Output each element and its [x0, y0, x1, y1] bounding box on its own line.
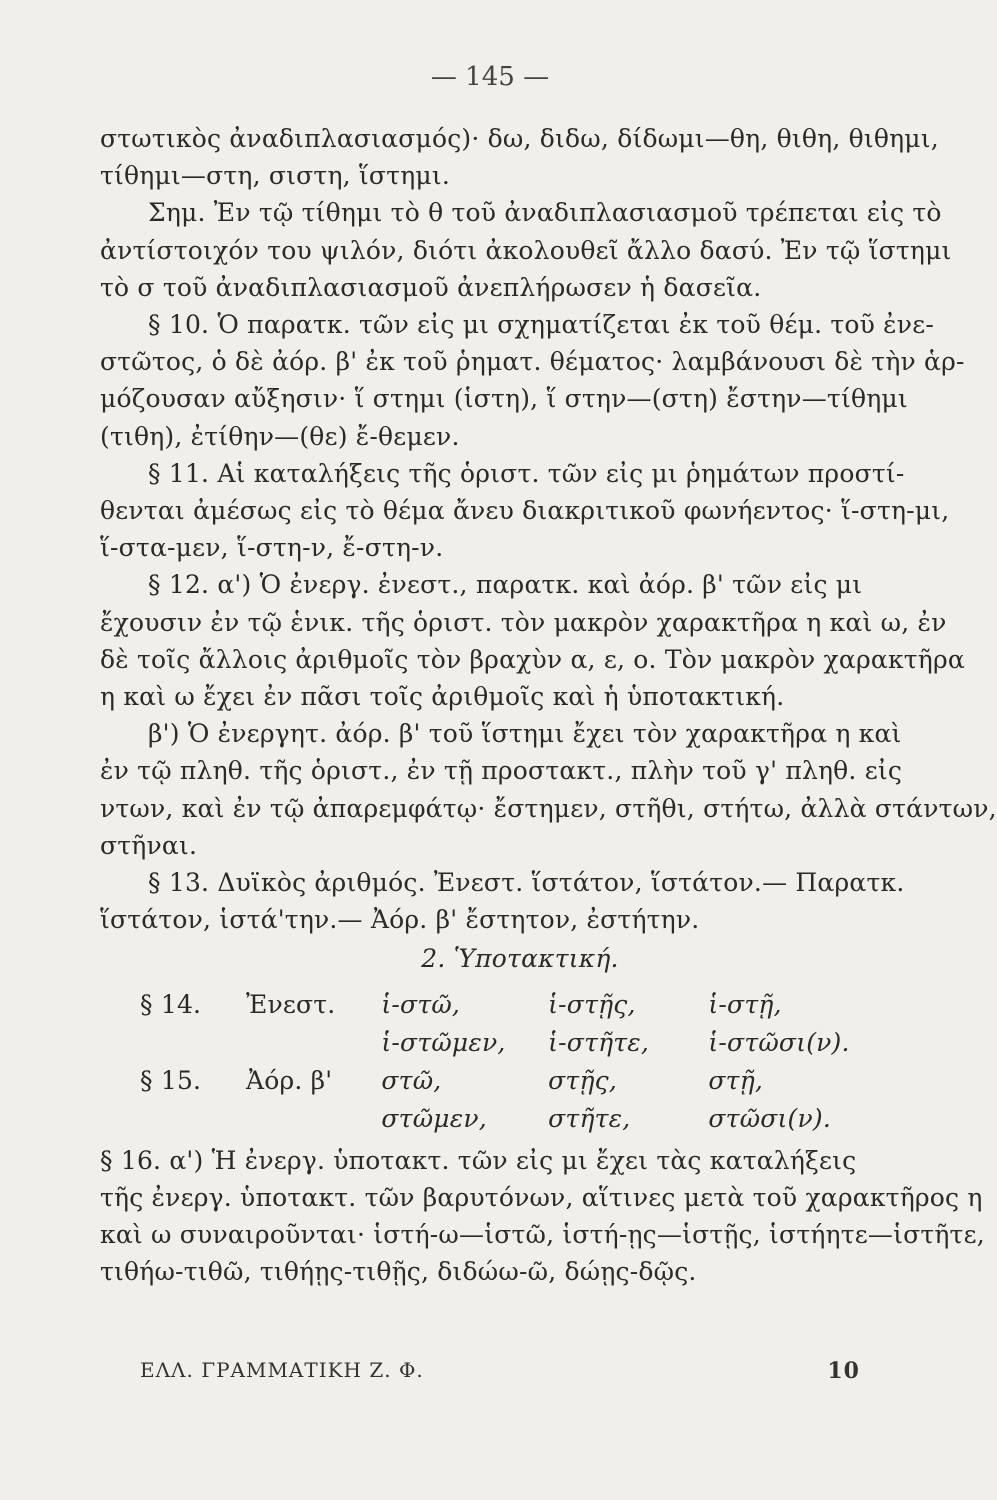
subheading: 2. Ὑποτακτική. — [421, 944, 619, 974]
verb-form: στῶσι(ν). — [708, 1103, 832, 1133]
verb-form: ἱ-στῶμεν, — [381, 1027, 506, 1057]
verb-form: στῆτε, — [548, 1103, 631, 1133]
section-13 — [100, 864, 905, 938]
text-line: τιθήω-τιθῶ, τιθήῃς-τιθῇς, διδώω-ῶ, δώῃς-δῷς. — [100, 1257, 697, 1287]
verb-form: στῶ, — [381, 1065, 442, 1095]
verb-form: στῇς, — [548, 1065, 617, 1095]
tense-label: Ἀόρ. β' — [245, 1065, 333, 1095]
signature-mark: 10 — [827, 1358, 860, 1384]
verb-form: ἱ-στῆτε, — [548, 1027, 650, 1057]
verb-form: ἱ-στῶσι(ν). — [708, 1027, 850, 1057]
text-line: στωτικὸς ἀναδιπλασιασμός)· δω, διδω, δίδωμι—θη, θιθη, θιθημι, — [100, 124, 939, 153]
verb-form: στῇ, — [708, 1065, 764, 1095]
paragraph — [100, 120, 939, 194]
text-line: § 10. Ὁ παρατκ. τῶν εἰς μι σχηματίζεται ἐκ τοῦ θέμ. τοῦ ἐνε- — [148, 310, 934, 340]
section-11 — [100, 455, 950, 567]
text-line: ντων, καὶ ἐν τῷ ἀπαρεμφάτῳ· ἔστημεν, στῆθι, στήτω, ἀλλὰ στάντων, — [100, 793, 997, 823]
text-line: ἔχουσιν ἐν τῷ ἑνικ. τῆς ὁριστ. τὸν μακρὸν χαρακτῆρα η καὶ ω, ἐν — [100, 607, 947, 637]
footer-title: ΕΛΛ. ΓΡΑΜΜΑΤΙΚΗ Ζ. Φ. — [140, 1358, 424, 1382]
table-row — [140, 986, 880, 1024]
text-line: § 13. Δυϊκὸς ἀριθμός. Ἐνεστ. ἵστάτον, ἵστάτον.— Παρατκ. — [148, 868, 905, 898]
verb-form: ἱ-στῇ, — [708, 989, 782, 1019]
section-12 — [100, 566, 997, 864]
text-line: (τιθη), ἐτίθην—(θε) ἔ-θεμεν. — [100, 421, 460, 451]
tense-label: Ἐνεστ. — [245, 989, 336, 1019]
section-10 — [100, 306, 965, 455]
section-label — [140, 1024, 246, 1062]
verb-form: ἱ-στῶ, — [381, 989, 461, 1019]
note-paragraph — [100, 194, 942, 231]
text-line: καὶ ω συναιροῦνται· ἱστή-ω—ἱστῶ, ἱστή-ῃς—ἱστῇς, ἱστήητε—ἱστῆτε, — [100, 1220, 985, 1250]
verb-form: ἱ-στῇς, — [548, 989, 636, 1019]
text-line: ἀντίστοιχόν του ψιλόν, διότι ἀκολουθεῖ ἄλλο δασύ. Ἐν τῷ ἵστημι — [100, 235, 952, 265]
paragraph — [100, 232, 952, 306]
conjugation-table — [140, 986, 880, 1138]
text-line: η καὶ ω ἔχει ἐν πᾶσι τοῖς ἀριθμοῖς καὶ ἡ ὑποτακτική. — [100, 682, 785, 712]
text-line: τῆς ἐνεργ. ὑποτακτ. τῶν βαρυτόνων, αἵτινες μετὰ τοῦ χαρακτῆρος η — [100, 1182, 983, 1212]
text-line: Σημ. Ἐν τῷ τίθημι τὸ θ τοῦ ἀναδιπλασιασμοῦ τρέπεται εἰς τὸ — [148, 198, 942, 228]
text-line: δὲ τοῖς ἄλλοις ἀριθμοῖς τὸν βραχὺν α, ε, ο. Τὸν μακρὸν χαρακτῆρα — [100, 644, 965, 674]
text-line: τὸ σ τοῦ ἀναδιπλασιασμοῦ ἀνεπλήρωσεν ἡ δασεῖα. — [100, 272, 762, 302]
section-16 — [100, 1142, 985, 1291]
text-line: ἵ-στα-μεν, ἵ-στη-ν, ἔ-στη-ν. — [100, 533, 444, 563]
tense-label — [246, 1024, 381, 1062]
table-row — [140, 1062, 880, 1100]
verb-form: στῶμεν, — [381, 1103, 487, 1133]
text-line: στῆναι. — [100, 830, 198, 860]
text-line: ἐν τῷ πληθ. τῆς ὁριστ., ἐν τῇ προστακτ., πλὴν τοῦ γ' πληθ. εἰς — [100, 756, 903, 786]
table-row — [140, 1100, 880, 1138]
text-line: ἵστάτον, ἱστά'την.— Ἀόρ. β' ἔστητον, ἐστήτην. — [100, 905, 700, 935]
section-label: § 15. — [140, 1065, 202, 1095]
text-line: β') Ὁ ἐνεργητ. ἀόρ. β' τοῦ ἵστημι ἔχει τὸν χαρακτῆρα η καὶ — [148, 719, 902, 749]
text-line: θενται ἀμέσως εἰς τὸ θέμα ἄνευ διακριτικοῦ φωνήεντος· ἵ-στη-μι, — [100, 496, 950, 526]
text-line: § 16. α') Ἡ ἐνεργ. ὑποτακτ. τῶν εἰς μι ἔχει τὰς καταλήξεις — [100, 1145, 857, 1175]
section-label: § 14. — [140, 989, 202, 1019]
text-line: τίθημι—στη, σιστη, ἵστημι. — [100, 161, 450, 191]
table-row — [140, 1024, 880, 1062]
body-text — [100, 120, 997, 1290]
tense-label — [246, 1100, 381, 1138]
page-footer — [140, 1358, 860, 1382]
page-number: — 145 — — [430, 62, 550, 92]
section-label — [140, 1100, 246, 1138]
text-line: § 11. Αἱ καταλήξεις τῆς ὁριστ. τῶν εἰς μι ῥημάτων προστί- — [148, 458, 905, 488]
text-line: στῶτος, ὁ δὲ ἀόρ. β' ἐκ τοῦ ῥηματ. θέματος· λαμβάνουσι δὲ τὴν ἁρ- — [100, 347, 965, 377]
text-line: § 12. α') Ὁ ἐνεργ. ἐνεστ., παρατκ. καὶ ἀόρ. β' τῶν εἰς μι — [148, 570, 863, 600]
text-line: μόζουσαν αὔξησιν· ἵ στημι (ἱστη), ἵ στην—(στη) ἔστην—τίθημι — [100, 384, 908, 414]
